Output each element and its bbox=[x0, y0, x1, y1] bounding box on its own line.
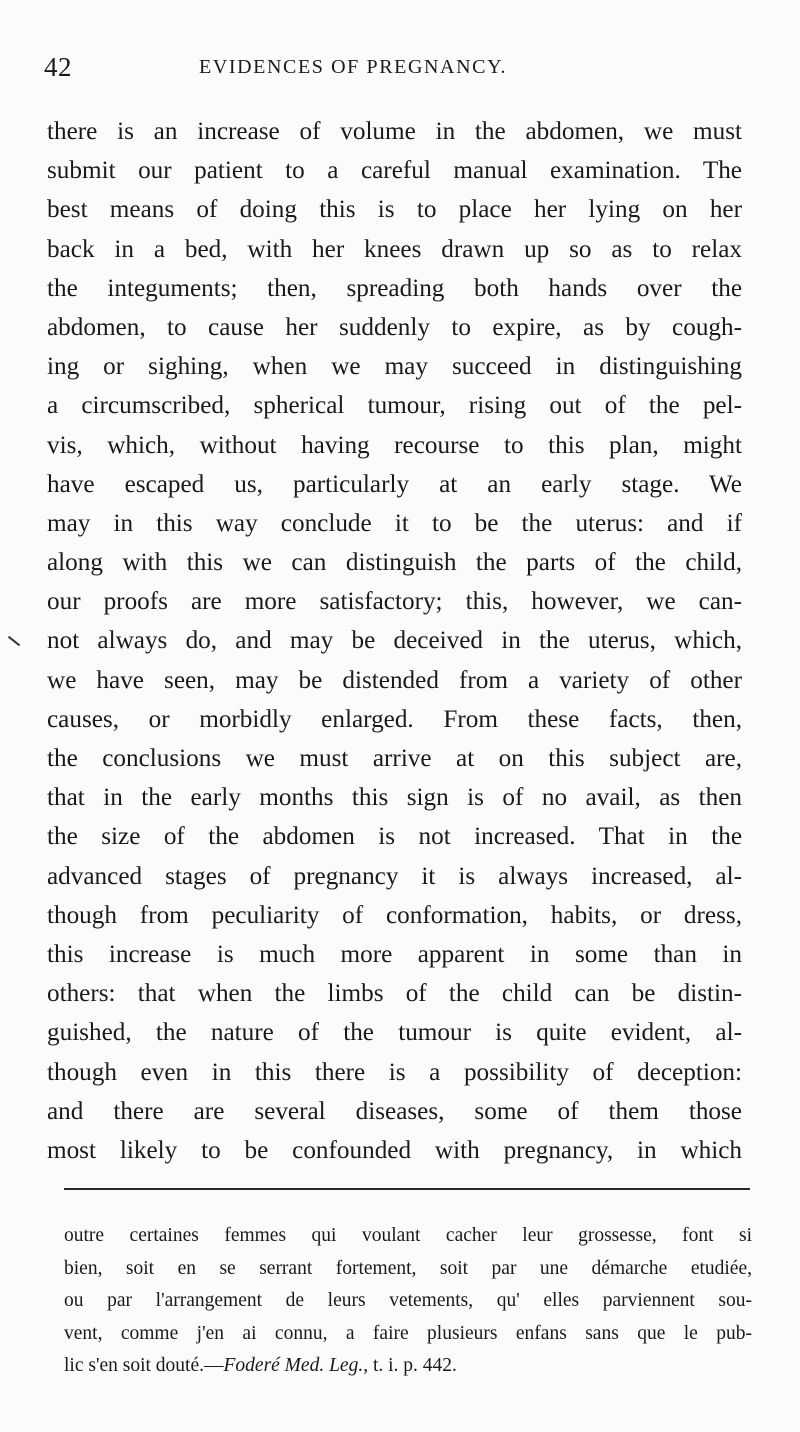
text-line: best means of doing this is to place her lying on her bbox=[47, 196, 742, 224]
text-line: the integuments; then, spreading both hands over the bbox=[47, 274, 742, 302]
text-line: there is an increase of volume in the abdomen, we must bbox=[47, 118, 742, 145]
footnote-last-text: lic s'en soit douté.— bbox=[64, 1355, 224, 1376]
footnote-citation-tail: , t. i. p. 442. bbox=[363, 1355, 457, 1376]
footnote-rule bbox=[64, 1188, 750, 1190]
text-line: not always do, and may be deceived in the uterus, which, bbox=[47, 627, 742, 655]
text-line: submit our patient to a careful manual examination. The bbox=[47, 157, 742, 185]
text-line: the conclusions we must arrive at on this subject are, bbox=[47, 745, 742, 772]
text-line: vis, which, without having recourse to this plan, might bbox=[47, 431, 742, 459]
text-line: that in the early months this sign is of no avail, as then bbox=[47, 784, 742, 812]
text-line: though from peculiarity of conformation, habits, or dress, bbox=[47, 901, 742, 929]
text-line: this increase is much more apparent in some than in bbox=[47, 940, 742, 968]
page-number: 42 bbox=[44, 52, 72, 82]
body-text bbox=[47, 112, 742, 1170]
footnote-citation: Foderé Med. Leg. bbox=[223, 1355, 364, 1376]
text-line: may in this way conclude it to be the uterus: and if bbox=[47, 509, 742, 537]
footnote-last-line bbox=[64, 1350, 752, 1383]
text-line: causes, or morbidly enlarged. From these facts, then, bbox=[47, 705, 742, 733]
text-line: others: that when the limbs of the child can be distin- bbox=[47, 980, 742, 1008]
page-header bbox=[44, 52, 756, 92]
text-line: the size of the abdomen is not increased. That in the bbox=[47, 823, 742, 851]
text-line: and there are several diseases, some of them those bbox=[47, 1097, 742, 1125]
text-line: guished, the nature of the tumour is quite evident, al- bbox=[47, 1019, 742, 1047]
text-line: advanced stages of pregnancy it is always increased, al- bbox=[47, 862, 742, 890]
text-line: our proofs are more satisfactory; this, however, we can- bbox=[47, 588, 742, 616]
text-line: though even in this there is a possibility of deception: bbox=[47, 1058, 742, 1086]
text-line: ing or sighing, when we may succeed in distinguishing bbox=[47, 353, 742, 381]
text-line: most likely to be confounded with pregnancy, in which bbox=[47, 1136, 742, 1164]
text-line: back in a bed, with her knees drawn up so as to relax bbox=[47, 235, 742, 263]
footnote-line: vent, comme j'en ai connu, a faire plusieurs enfans sans que le pub- bbox=[64, 1322, 752, 1344]
footnote-line: ou par l'arrangement de leurs vetements, qu' elles parviennent sou- bbox=[64, 1290, 752, 1311]
text-line: have escaped us, particularly at an early stage. We bbox=[47, 470, 742, 498]
running-head: EVIDENCES OF PREGNANCY. bbox=[199, 56, 508, 78]
footnote bbox=[64, 1220, 752, 1383]
text-line: a circumscribed, spherical tumour, rising out of the pel- bbox=[47, 392, 742, 420]
text-line: we have seen, may be distended from a variety of other bbox=[47, 666, 742, 694]
footnote-line: bien, soit en se serrant fortement, soit par une démarche etudiée, bbox=[64, 1257, 752, 1279]
text-line: abdomen, to cause her suddenly to expire, as by cough- bbox=[47, 313, 742, 341]
footnote-line: outre certaines femmes qui voulant cacher leur grossesse, font si bbox=[64, 1225, 752, 1246]
text-line: along with this we can distinguish the parts of the child, bbox=[47, 549, 742, 577]
margin-mark bbox=[8, 636, 20, 646]
